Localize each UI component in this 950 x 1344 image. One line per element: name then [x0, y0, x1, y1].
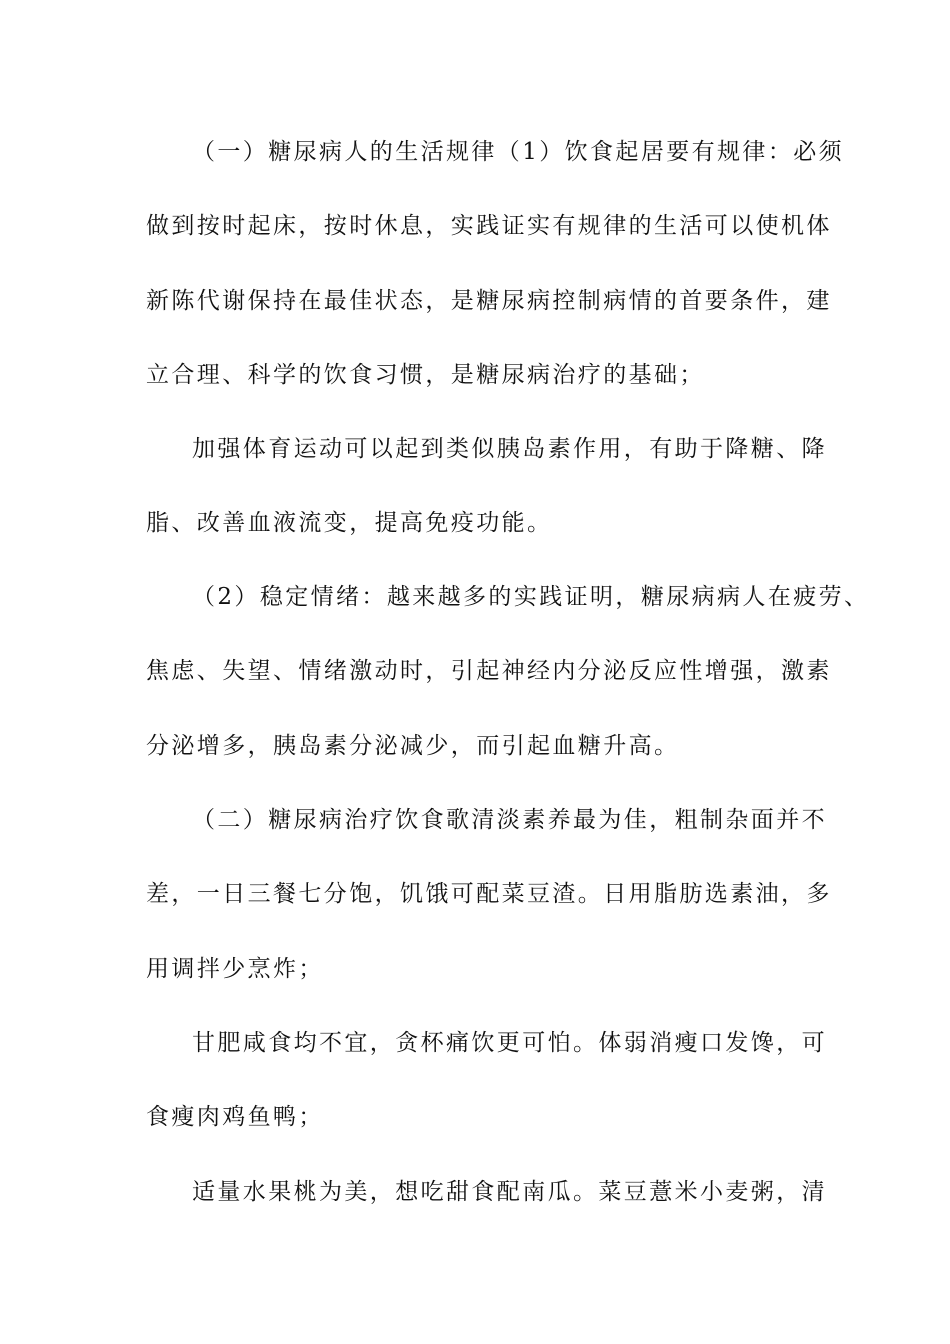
text-line-11: 差，一日三餐七分饱，饥饿可配菜豆渣。日用脂肪选素油，多 [146, 881, 832, 907]
text-line-13: 甘肥咸食均不宜，贪杯痛饮更可怕。体弱消瘦口发馋，可 [192, 1030, 827, 1056]
text-line-15: 适量水果桃为美，想吃甜食配南瓜。菜豆薏米小麦粥，清 [192, 1179, 827, 1205]
text-line-4: 立合理、科学的饮食习惯，是糖尿病治疗的基础； [146, 362, 705, 388]
text-line-2: 做到按时起床，按时休息，实践证实有规律的生活可以使机体 [146, 213, 832, 239]
text-line-6: 脂、改善血液流变，提高免疫功能。 [146, 510, 553, 536]
text-line-14: 食瘦肉鸡鱼鸭； [146, 1104, 324, 1130]
text-line-9: 分泌增多，胰岛素分泌减少，而引起血糖升高。 [146, 733, 680, 759]
text-line-10: （二）糖尿病治疗饮食歌清淡素养最为佳，粗制杂面并不 [192, 807, 827, 833]
text-line-5: 加强体育运动可以起到类似胰岛素作用，有助于降糖、降 [192, 436, 827, 462]
text-line-8: 焦虑、失望、情绪激动时，引起神经内分泌反应性增强，激素 [146, 658, 832, 684]
text-line-7: （2）稳定情绪：越来越多的实践证明，糖尿病病人在疲劳、 [192, 584, 870, 610]
text-line-3: 新陈代谢保持在最佳状态，是糖尿病控制病情的首要条件，建 [146, 288, 832, 314]
text-line-12: 用调拌少烹炸； [146, 956, 324, 982]
text-line-1: （一）糖尿病人的生活规律（1）饮食起居要有规律：必须 [192, 139, 845, 165]
